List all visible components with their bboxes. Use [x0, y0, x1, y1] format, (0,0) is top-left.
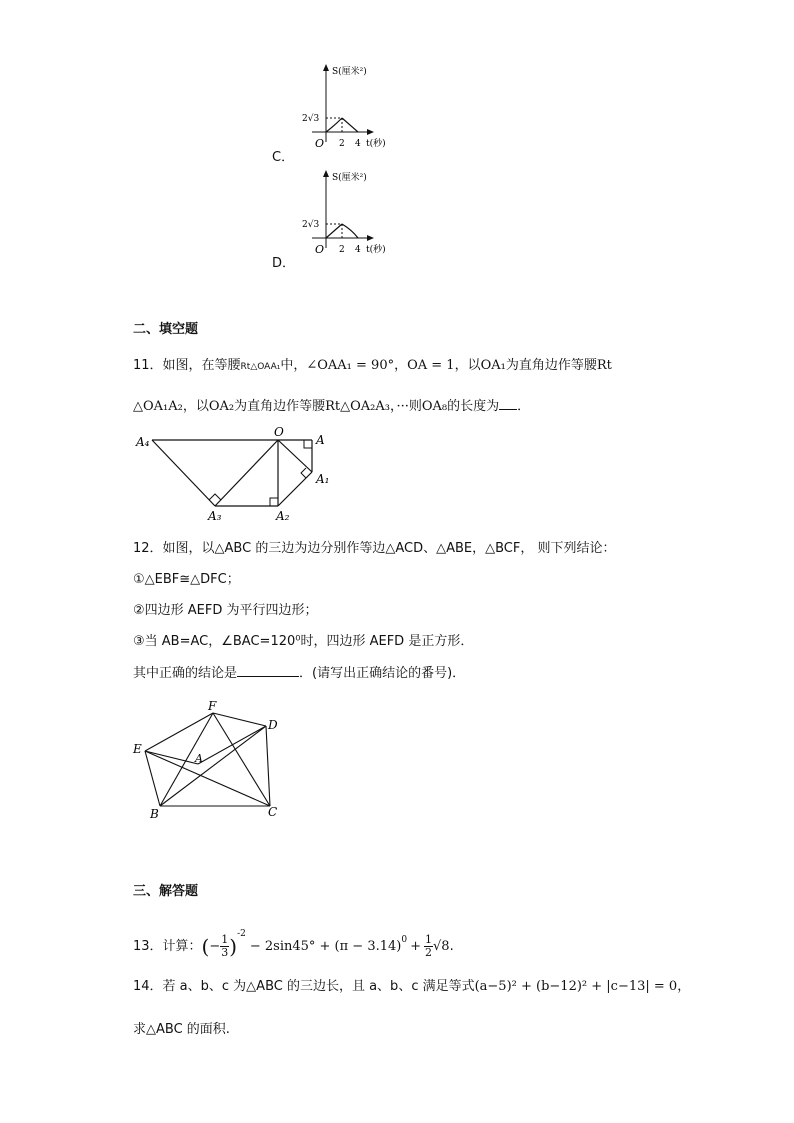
q13-half-num: 1 — [425, 933, 432, 946]
q11-line-o-a1 — [278, 440, 312, 472]
q12-label-d: D — [268, 718, 278, 732]
d-curve-down — [342, 224, 358, 238]
q13-prefix: 13．计算： — [133, 939, 202, 954]
q11-label-a2: A₂ — [276, 509, 290, 523]
q11-right-angle-a1 — [301, 468, 306, 478]
q13-half — [424, 934, 433, 959]
q14-line1-prefix: 14．若 a、b、c 为△ABC 的三边长，且 a、b、c 满足等式 — [133, 979, 475, 994]
q12-answer-blank[interactable] — [237, 676, 299, 677]
q13-frac-den: 3 — [221, 946, 229, 959]
q12-label-e: E — [133, 742, 142, 756]
q12-label-f: F — [208, 699, 217, 713]
c-x-arrow — [367, 129, 374, 135]
q12-line-b-e — [145, 751, 160, 806]
q12-label-a: A — [195, 752, 203, 765]
q12-line1: 12．如图，以△ABC 的三边为边分别作等边△ACD、△ABE，△BCF， 则下列结论： — [133, 541, 616, 556]
q13-minus: − — [209, 939, 221, 954]
option-d-label: D． — [272, 256, 296, 271]
c-tick-2: 2 — [339, 139, 345, 149]
d-y-value: 2√3 — [302, 220, 320, 230]
q13-exponent-zero: 0 — [401, 935, 408, 945]
q13-end: . — [449, 939, 454, 954]
q12-ask-prefix: 其中正确的结论是 — [133, 666, 238, 681]
q11-prefix: 11．如图，在等腰 — [133, 358, 241, 373]
q13-paren-open: ( — [201, 934, 210, 959]
d-tick-4: 4 — [355, 245, 361, 255]
q13-paren-close: ) — [229, 934, 238, 959]
c-origin: O — [315, 137, 325, 150]
q13-exponent: -2 — [237, 929, 246, 939]
q11-line2 — [133, 395, 530, 414]
c-line-down — [342, 118, 358, 132]
q14-line2: 求△ABC 的面积. — [133, 1022, 230, 1037]
q14-line1 — [133, 975, 690, 994]
q12-figure — [128, 698, 288, 824]
q11-line2-text: △OA₁A₂，以OA₂为直角边作等腰Rt△OA₂A₃，···则OA₈的长度为 — [133, 399, 500, 414]
section-fill-blank-title: 二、填空题 — [133, 322, 199, 337]
d-x-label: t(秒) — [366, 245, 386, 255]
q11-label-o: O — [274, 425, 284, 439]
q12-ask — [133, 662, 465, 681]
q11-label-a4: A₄ — [136, 435, 150, 449]
q13-mid: − 2sin45° + (π − 3.14) — [249, 939, 402, 954]
section-solution-title: 三、解答题 — [133, 884, 199, 899]
c-y-value: 2√3 — [302, 114, 320, 124]
c-y-arrow — [323, 64, 329, 71]
q14-equation: (a−5)² + (b−12)² + |c−13| = 0， — [474, 979, 691, 994]
q12-label-c: C — [268, 805, 278, 819]
c-curve-up — [326, 118, 342, 132]
d-line-up — [326, 224, 342, 238]
q13-sqrt: √8 — [433, 939, 450, 954]
option-c-graph — [300, 62, 410, 154]
q11-line1 — [133, 354, 612, 373]
q11-line1-mid: 中，∠OAA₁ = 90°，OA = 1，以OA₁为直角边作等腰Rt — [280, 358, 612, 373]
d-y-arrow — [323, 170, 329, 177]
q11-label-a: A — [316, 433, 325, 447]
d-y-label: S(厘米²) — [332, 173, 367, 183]
q12-line-a-d — [198, 726, 266, 764]
c-tick-4: 4 — [355, 139, 361, 149]
d-origin: O — [315, 243, 325, 256]
q11-right-angle-a2 — [270, 498, 278, 506]
q12-conclusion-2: ②四边形 AEFD 为平行四边形； — [133, 603, 318, 618]
q13-fraction — [220, 934, 229, 959]
q11-right-angle-a — [304, 440, 312, 448]
q13-plus: + — [410, 939, 421, 954]
q12-line-f-d — [213, 713, 266, 726]
q12-line-b-d — [160, 726, 266, 806]
q12-conclusion-1: ①△EBF≅△DFC； — [133, 572, 240, 587]
option-c-label: C． — [272, 150, 295, 165]
q11-line-a1-a2 — [278, 472, 312, 506]
q11-right-angle-a3 — [209, 494, 221, 500]
c-y-label: S(厘米²) — [332, 67, 367, 77]
q13-expression — [133, 920, 454, 961]
d-x-arrow — [367, 235, 374, 241]
q11-label-a3: A₃ — [208, 509, 222, 523]
q11-rt-triangle: Rt△OAA₁ — [240, 362, 281, 372]
q11-line-o-a3 — [215, 440, 278, 506]
q12-label-b: B — [150, 807, 159, 821]
d-tick-2: 2 — [339, 245, 345, 255]
q11-figure — [130, 424, 340, 524]
q13-half-den: 2 — [425, 946, 432, 959]
q11-line-a3-a4 — [152, 440, 215, 506]
q12-conclusion-3: ③当 AB=AC，∠BAC=120⁰时，四边形 AEFD 是正方形． — [133, 634, 474, 649]
q11-line2-end: ． — [517, 399, 531, 414]
q11-answer-blank[interactable] — [499, 409, 517, 410]
option-d-graph — [300, 168, 410, 260]
q12-line-d-c — [266, 726, 270, 806]
q13-frac-num: 1 — [221, 933, 229, 946]
q12-ask-suffix: ．(请写出正确结论的番号)． — [299, 666, 466, 681]
c-x-label: t(秒) — [366, 139, 386, 149]
q11-label-a1: A₁ — [316, 472, 330, 486]
